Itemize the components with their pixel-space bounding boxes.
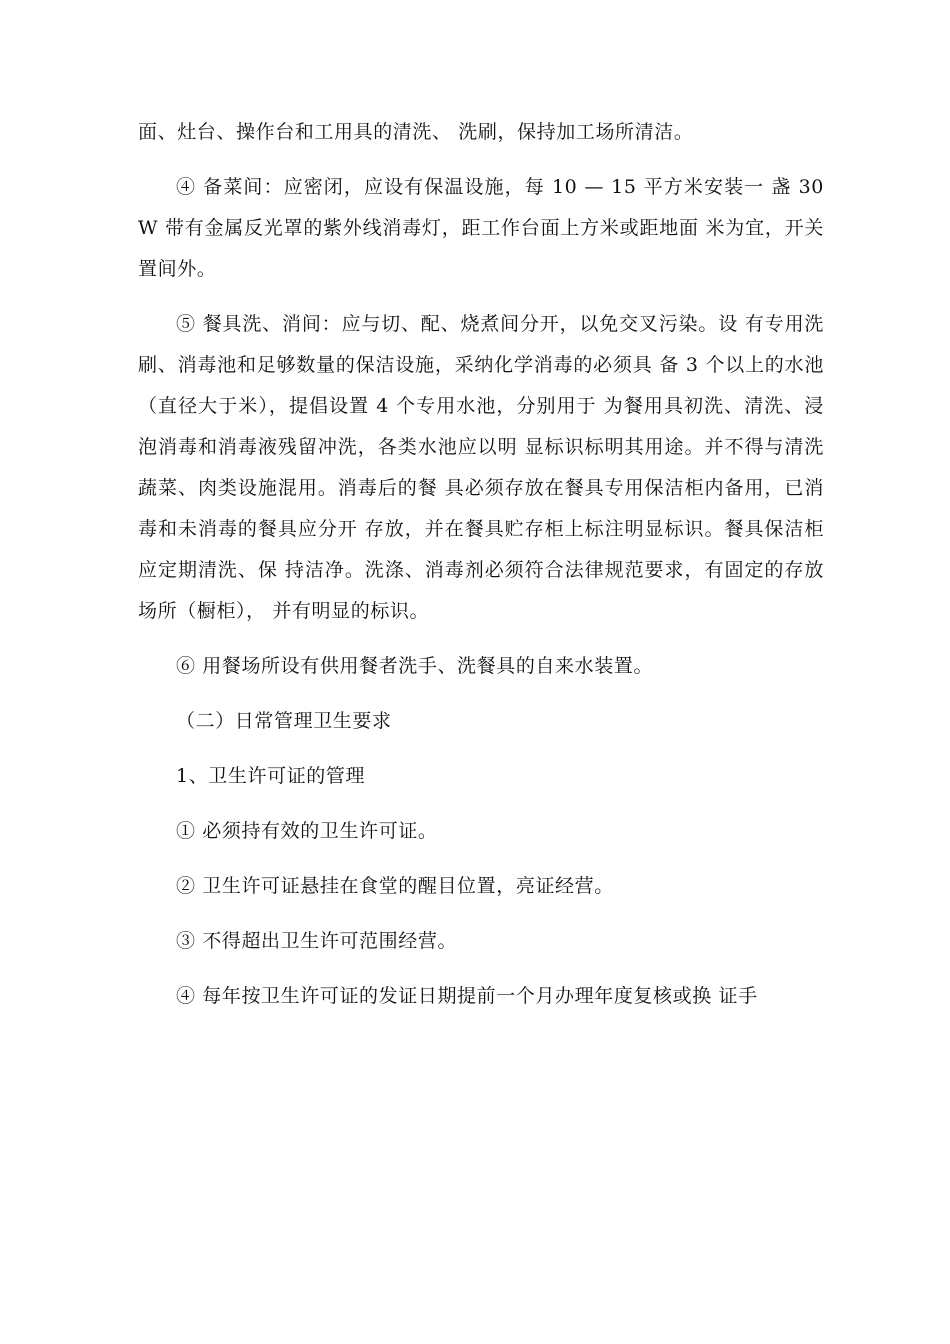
list-item-display-license: ② 卫生许可证悬挂在食堂的醒目位置，亮证经营。	[176, 875, 614, 897]
paragraph-continued-cleaning: 面、灶台、操作台和工用具的清洗、 洗刷，保持加工场所清洁。	[138, 121, 694, 143]
paragraph-dishwashing-room: ⑤ 餐具洗、消间：应与切、配、烧煮间分开，以免交叉污染。设 有专用洗刷、消毒池和足够数量的保洁设施，采纳化学消毒的必须具 备 3 个以上的水池（直径大于米），提倡设置 4 个专用水池，分别用于 为餐用具初洗、清洗、浸泡消毒和消毒液残留冲洗，各类水池应以明 显标识标明其用途。并不得与清洗蔬菜、肉类设施混用。消毒后的餐 具必须存放在餐具专用保洁柜内备用，已消毒和未消毒的餐具应分开 存放，并在餐具贮存柜上标注明显标识。餐具保洁柜应定期清洗、保 持洁净。洗涤、消毒剂必须符合法律规范要求，有固定的存放场所（橱柜）， 并有明显的标识。	[138, 313, 824, 622]
list-item-license-scope: ③ 不得超出卫生许可范围经营。	[176, 930, 458, 952]
subsection-heading-license: 1、卫生许可证的管理	[176, 765, 366, 787]
paragraph-handwashing: ⑥ 用餐场所设有供用餐者洗手、洗餐具的自来水装置。	[176, 655, 654, 677]
paragraph-prep-room: ④ 备菜间：应密闭，应设有保温设施，每 10 — 15 平方米安装一 盏 30W 带有金属反光罩的紫外线消毒灯，距工作台面上方米或距地面 米为宜，开关置间外。	[138, 176, 824, 280]
document-body	[138, 112, 824, 1017]
list-item-annual-review: ④ 每年按卫生许可证的发证日期提前一个月办理年度复核或换 证手	[176, 985, 758, 1007]
list-item-valid-license: ① 必须持有效的卫生许可证。	[176, 820, 438, 842]
section-heading-daily-management: （二）日常管理卫生要求	[176, 710, 392, 732]
